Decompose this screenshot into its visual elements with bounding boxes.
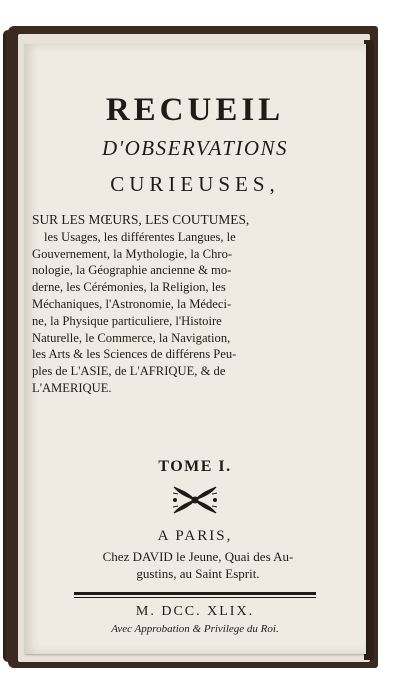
subtitle-line: SUR LES MŒURS, LES COUTUMES, (32, 212, 250, 227)
divider-rule (74, 592, 316, 595)
title-third-line: CURIEUSES, (110, 172, 280, 196)
subtitle-line: Gouvernement, la Mythologie, la Chro- (32, 246, 233, 261)
subtitle-line: ne, la Physique particuliere, l'Histoire (32, 313, 222, 328)
subtitle-line: L'AMERIQUE. (32, 380, 112, 395)
publication-date: M. DCC. XLIX. (135, 604, 255, 619)
subtitle-block (32, 212, 358, 397)
title-main: RECUEIL (105, 92, 285, 128)
publisher-line: gustins, au Saint Esprit. (136, 566, 260, 581)
title-page-content (24, 44, 366, 654)
publisher-line: Chez DAVID le Jeune, Quai des Au- (102, 549, 294, 564)
fleuron-ornament-icon (170, 484, 220, 516)
imprint-place: A PARIS, (157, 528, 233, 544)
divider-rule (74, 597, 316, 598)
subtitle-line: Méchaniques, l'Astronomie, la Médeci- (32, 296, 232, 311)
subtitle-line: derne, les Cérémonies, la Religion, les (32, 280, 226, 295)
imprint-publisher (40, 548, 356, 582)
subtitle-line: ples de L'ASIE, de L'AFRIQUE, & de (32, 364, 226, 379)
subtitle-line: les Arts & les Sciences de différens Peu- (32, 347, 237, 362)
volume-label: TOME I. (158, 458, 232, 475)
subtitle-line: nologie, la Géographie ancienne & mo- (32, 263, 232, 278)
privilege-line: Avec Approbation & Privilege du Roi. (111, 623, 279, 635)
subtitle-line: Naturelle, le Commerce, la Navigation, (32, 330, 231, 345)
subtitle-line: les Usages, les différentes Langues, le (44, 229, 236, 244)
title-second-line: D'OBSERVATIONS (101, 136, 289, 160)
